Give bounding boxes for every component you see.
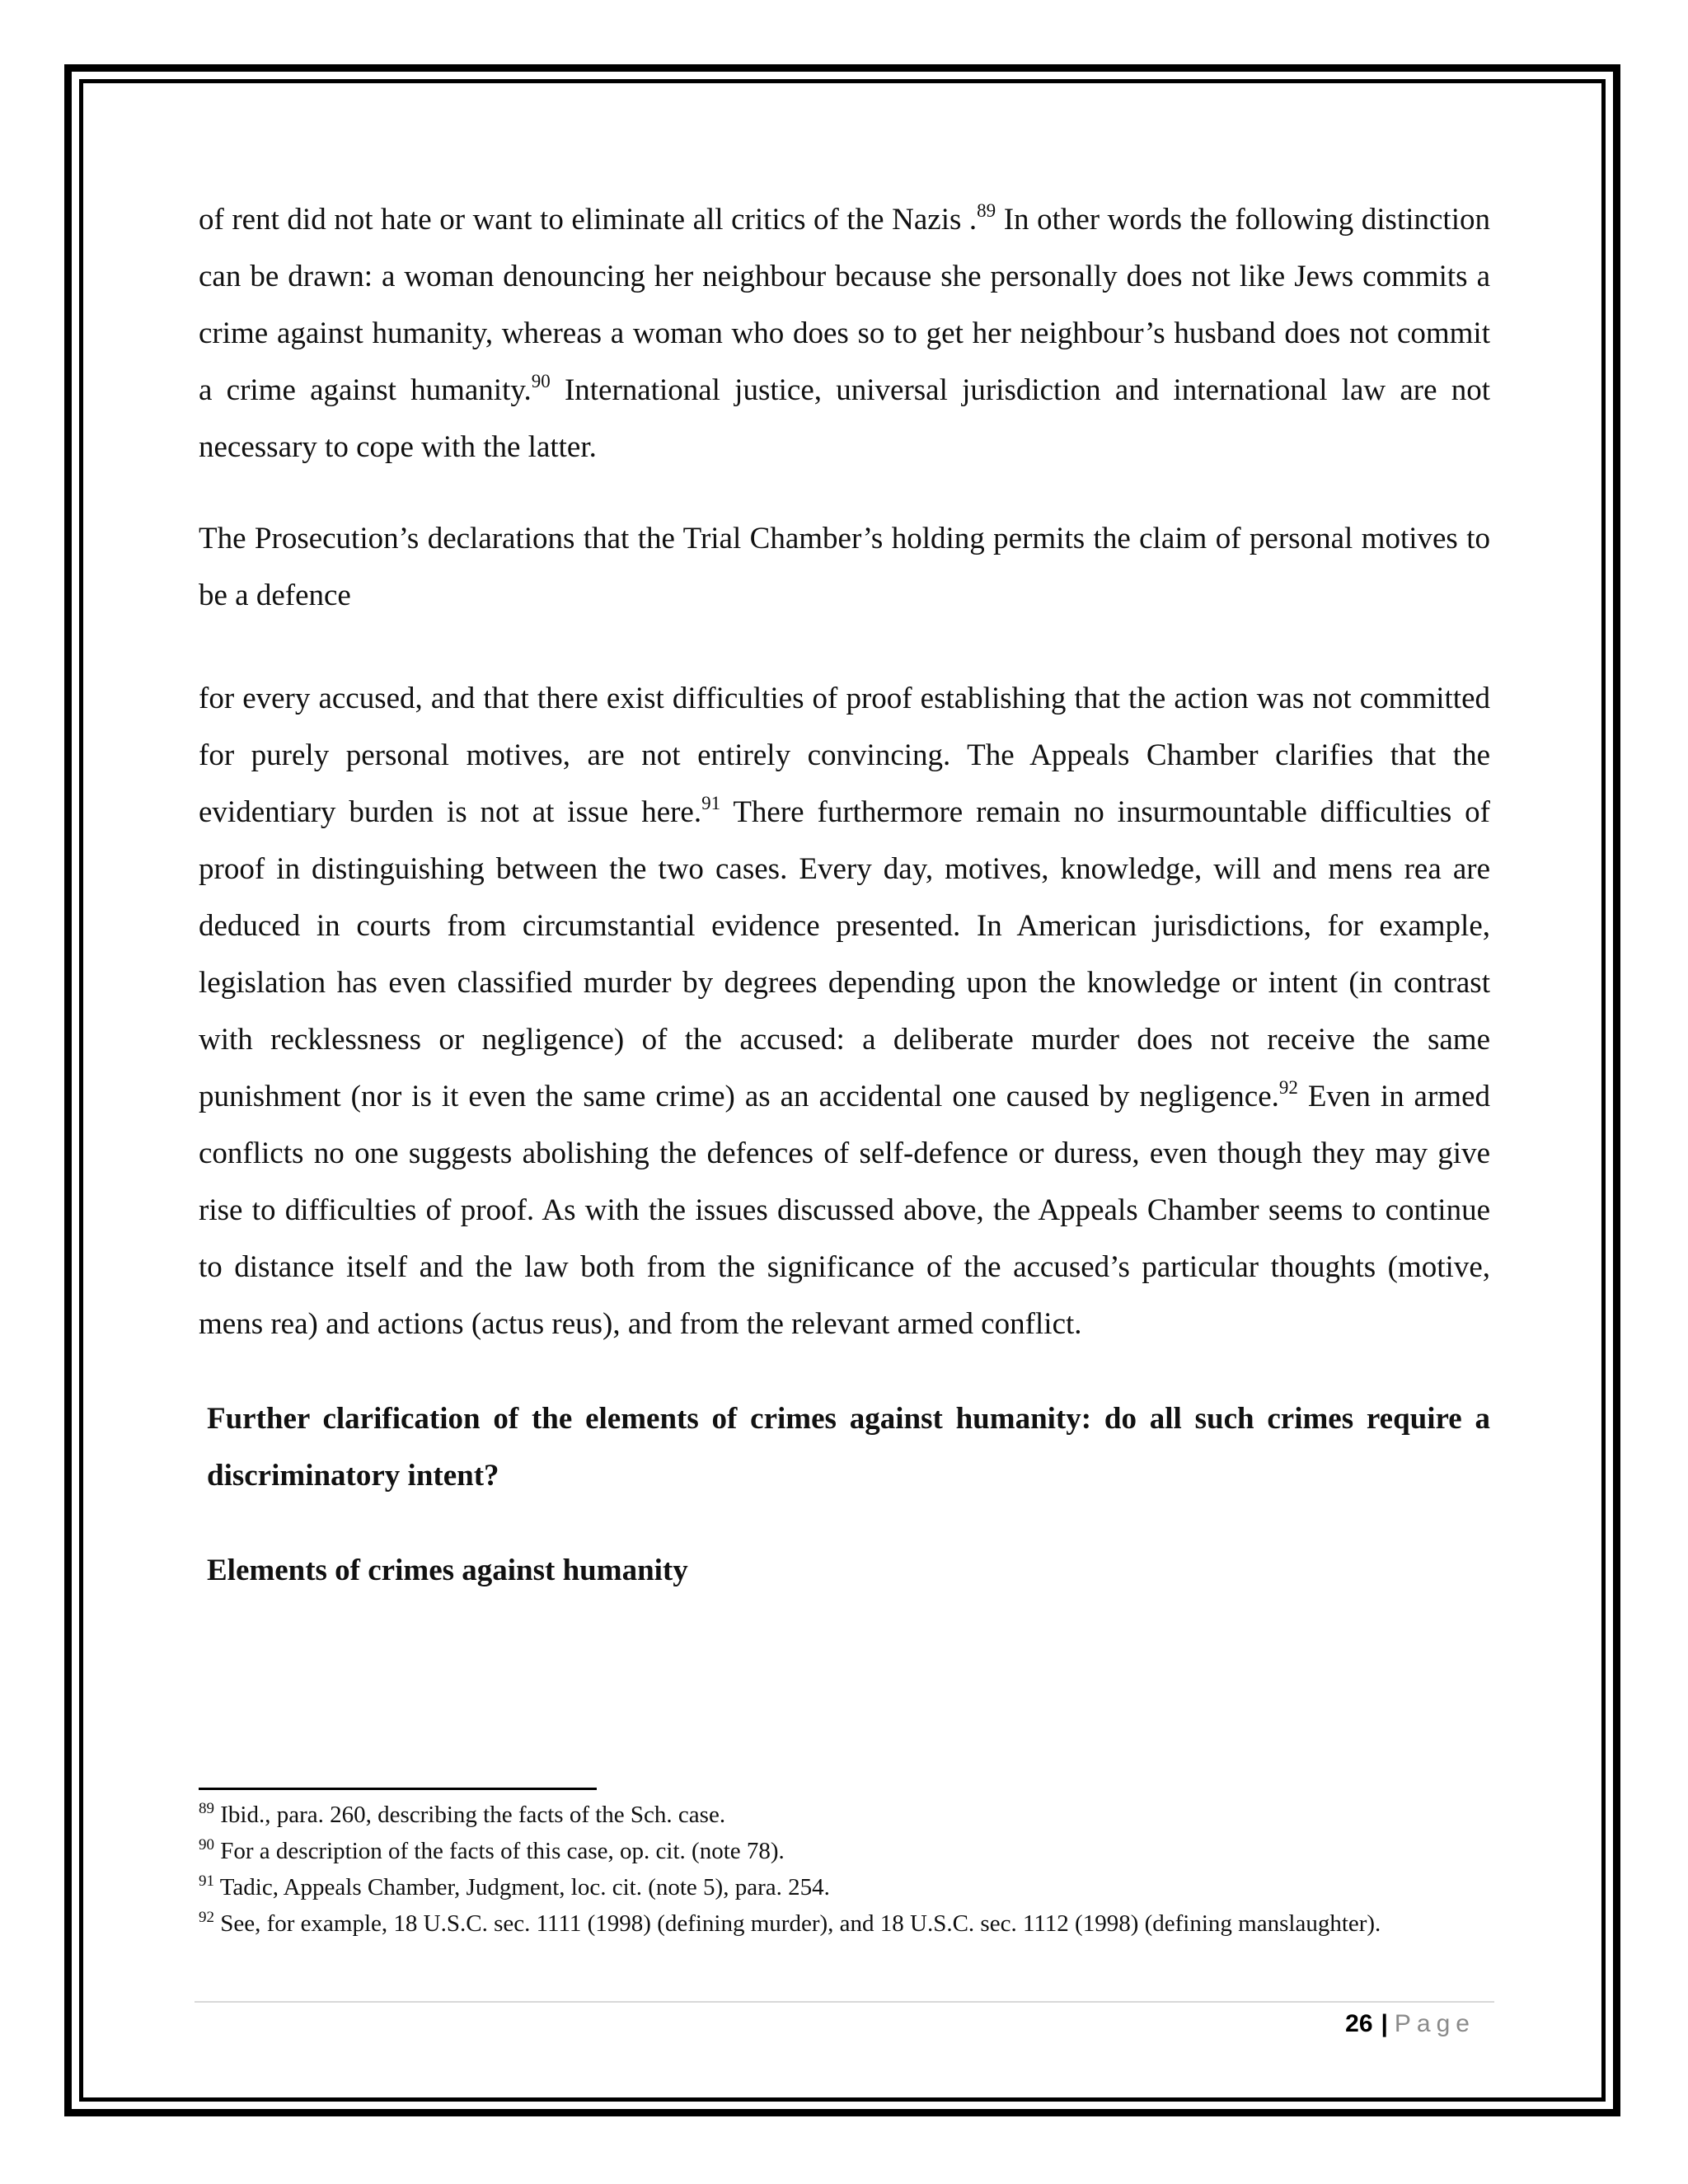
footnote-ref-89[interactable]: 89 [977, 200, 996, 221]
footnote-ref-91[interactable]: 91 [701, 793, 721, 813]
footer-divider [195, 2001, 1494, 2003]
footnote-ref-92[interactable]: 92 [1278, 1077, 1298, 1098]
section-heading: Further clarification of the elements of crimes against humanity: do all such crimes require a discriminatory intent? [207, 1402, 1490, 1493]
body-paragraph: of rent did not hate or want to eliminate all critics of the Nazis .$^{89}$ In other words the following distinction can be drawn: a woman denouncing her neighbour because she personally does not like Jews commits a crime against humanity, whereas a woman who does so to get her neighbour’s husband does not commit a crime against humanity.$^{90}$ International justice, universal jurisdiction and international law are not necessary to cope with the latter. [199, 200, 1490, 464]
footnote-item: $^{91}$ Tadic, Appeals Chamber, Judgment, loc. cit. (note 5), para. 254. [199, 1872, 830, 1900]
subsection-heading: Elements of crimes against humanity [207, 1554, 688, 1587]
footer-separator: | [1381, 2010, 1388, 2037]
page-label: Page [1394, 2010, 1475, 2037]
footnote-item: $^{90}$ For a description of the facts of this case, op. cit. (note 78). [199, 1836, 785, 1864]
page-number: 26 [1345, 2010, 1373, 2037]
footnotes [199, 1797, 1490, 1942]
footnote-item: $^{92}$ See, for example, 18 U.S.C. sec. 1111 (1998) (defining murder), and 18 U.S.C. sec. 1112 (1998) (defining manslaughter). [199, 1909, 1381, 1937]
footnote-ref-90[interactable]: 90 [531, 371, 551, 391]
body-paragraph: for every accused, and that there exist difficulties of proof establishing that the action was not committed for purely personal motives, are not entirely convincing. The Appeals Chamber clarifies that the evidentiary burden is not at issue here.$^{91}$ There furthermore remain no insurmountable difficulties of proof in distinguishing between the two cases. Every day, motives, knowledge, will and mens rea are deduced in courts from circumstantial evidence presented. In American jurisdictions, for example, legislation has even classified murder by degrees depending upon the knowledge or intent (in contrast with recklessness or negligence) of the accused: a deliberate murder does not receive the same punishment (nor is it even the same crime) as an accidental one caused by negligence.$^{92}$ Even in armed conflicts no one suggests abolishing the defences of self-defence or duress, even though they may give rise to difficulties of proof. As with the issues discussed above, the Appeals Chamber seems to continue to distance itself and the law both from the significance of the accused’s particular thoughts (motive, mens rea) and actions (actus reus), and from the relevant armed conflict. [199, 682, 1491, 1341]
main-content [199, 191, 1490, 1599]
body-paragraph: The Prosecution’s declarations that the Trial Chamber’s holding permits the claim of personal motives to be a defence [199, 522, 1490, 612]
page-footer [1345, 2008, 1475, 2041]
footnote-separator [199, 1788, 597, 1790]
footnote-item: $^{89}$ Ibid., para. 260, describing the facts of the Sch. case. [199, 1800, 726, 1828]
